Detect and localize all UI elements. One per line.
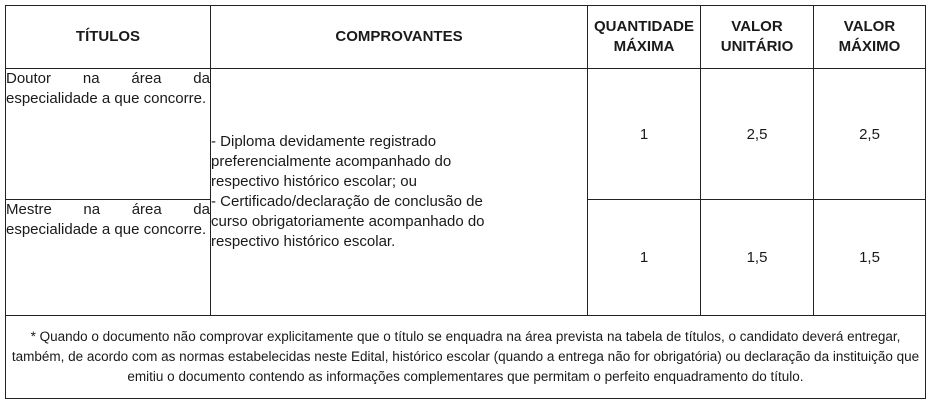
header-valor-unitario: [701, 6, 814, 69]
header-valor-maximo-line2: MÁXIMO: [838, 38, 901, 55]
titulo-doutor: Doutor na área da especialidade a que concorre.: [6, 69, 211, 200]
header-quantidade-maxima: [588, 6, 701, 69]
valor-unitario-doutor: 2,5: [701, 69, 814, 200]
valor-unitario-mestre: 1,5: [701, 200, 814, 316]
comprovante-line: - Certificado/declaração de conclusão de: [211, 193, 483, 210]
comprovante-line: preferencialmente acompanhado do: [211, 153, 452, 170]
comprovante-line: respectivo histórico escolar; ou: [211, 173, 417, 190]
comprovantes-cell: [211, 69, 588, 316]
note-row: [6, 316, 926, 399]
table-row: [6, 69, 926, 200]
header-comprovantes: COMPROVANTES: [211, 6, 588, 69]
comprovante-line: curso obrigatoriamente acompanhado do: [211, 213, 485, 230]
header-quantidade-line2: MÁXIMA: [613, 38, 675, 55]
header-quantidade-line1: QUANTIDADE: [594, 18, 694, 35]
quantidade-mestre: 1: [588, 200, 701, 316]
titles-table: [5, 5, 926, 399]
comprovante-line: - Diploma devidamente registrado: [211, 133, 437, 150]
header-valor-unitario-line2: UNITÁRIO: [720, 38, 794, 55]
footnote: * Quando o documento não comprovar explicitamente que o título se enquadra na área prevista na tabela de títulos, o candidato deverá entregar, também, de acordo com as normas estabelecidas neste Edital, histórico escolar (quando a entrega não for obrigatória) ou declaração da instituição que emitiu o documento contendo as informações complementares que permitam o perfeito enquadramento do título.: [6, 316, 926, 399]
header-valor-maximo: [814, 6, 926, 69]
header-valor-unitario-line1: VALOR: [731, 18, 783, 35]
header-titulos: TÍTULOS: [6, 6, 211, 69]
header-valor-maximo-line1: VALOR: [843, 18, 896, 35]
comprovante-line: respectivo histórico escolar.: [211, 233, 396, 250]
titulo-mestre: Mestre na área da especialidade a que concorre.: [6, 200, 211, 316]
valor-maximo-doutor: 2,5: [814, 69, 926, 200]
header-row: [6, 6, 926, 69]
valor-maximo-mestre: 1,5: [814, 200, 926, 316]
quantidade-doutor: 1: [588, 69, 701, 200]
